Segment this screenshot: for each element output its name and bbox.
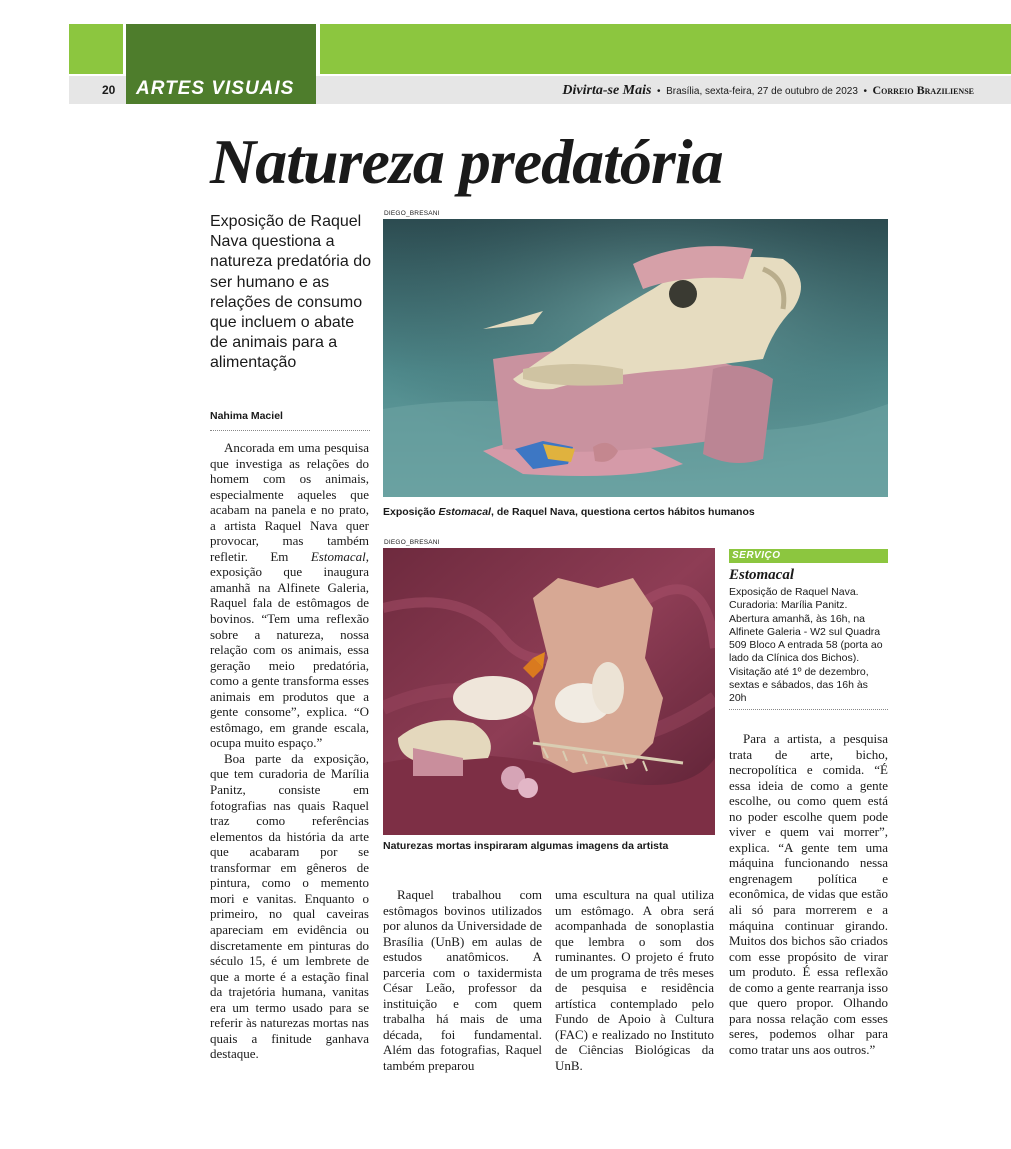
photo-credit-top: DIEGO_BRESANI [384, 210, 440, 217]
brand-name: Correio Braziliense [872, 83, 974, 97]
body-column-1: Ancorada em uma pesquisa que investiga as relações do homem com os animais, especialmente aqueles que acabam na panela e no prato, a artista Raquel Nava quer provocar, mas também refletir. Em Estomacal, exposição que inaugura amanhã na Alfinete Galeria, Raquel fala de estômagos de bovinos. “Tem uma reflexão sobre a natureza, nossa relação com os animais, essa geração meio predatória, como a gente transforma esses animais em produtos que a gente consome”, explica. “O estômago, em grande escala, ocupa muito espaço.” Boa parte da exposição, que tem curadoria de Marília Panitz, consiste em fotografias nas quais Raquel traz como referências elementos da história da arte que acabaram por se transformar em gêneros de pintura, como o memento mori e vanitas. Enquanto o primeiro, no qual caveiras apareciam em evidência ou discretamente em pinturas do século 15, é um lembrete de que a morte é a estação final da trajetória humana, vanitas era um termo usado para se referir às naturezas mortas nas quais a finitude ganhava destaque. [210, 440, 369, 1062]
caption-top: Exposição Estomacal, de Raquel Nava, questiona certos hábitos humanos [383, 506, 755, 518]
bullet: • [860, 86, 870, 97]
body-column-3: uma escultura na qual utiliza um estômago. A obra será acompanhada de sonoplastia que lembra o som dos ruminantes. O projeto é fruto de um programa de três meses de pesquisa e residência artística contemplado pelo Fundo de Apoio à Cultura (FAC) e realizado no Instituto de Ciências Biológicas da UnB. [555, 887, 714, 1074]
header-dateline [480, 75, 974, 107]
servico-label: SERVIÇO [729, 549, 888, 563]
body-column-2: Raquel trabalhou com estômagos bovinos utilizados por alunos da Universidade de Brasília (UnB) em aulas de estudos anatômicos. A parceria com o taxidermista César Leão, professor da instituição e com quem trabalha há mais de uma década, foi fundamental. Além das fotografias, Raquel também preparou [383, 887, 542, 1074]
servico-title: Estomacal [729, 567, 795, 583]
byline: Nahima Maciel [210, 410, 283, 422]
caption-bottom: Naturezas mortas inspiraram algumas imagens da artista [383, 840, 669, 852]
servico-text: Exposição de Raquel Nava. Curadoria: Marília Panitz. Abertura amanhã, às 16h, na Alfinete Galeria - W2 sul Quadra 509 Bloco A entrada 58 (porta ao lado da Clínica dos Bichos). Visitação até 1º de dezembro, sextas e sábados, das 16h às 20h [729, 586, 883, 705]
photo-skull [383, 219, 888, 497]
dateline: Brasília, sexta-feira, 27 de outubro de 2023 [666, 86, 858, 97]
body-column-4: Para a artista, a pesquisa trata de arte, bicho, necropolítica e comida. “É essa ideia de como a gente escolhe, ou como quem está no poder escolhe quem pode viver e quem vai morrer”, explica. “A gente tem uma máquina funcionando nessa engrenagem política e econômica, de vidas que estão ali só para morrerem e a máquina continuar girando. Muitos dos bichos são criados com esse propósito de virar um produto. É essa reflexão de como a gente rearranja isso que quero propor. Olhando para nossa relação com esses seres, podemos olhar para como tratar uns aos outros.” [729, 731, 888, 1057]
bullet: • [654, 86, 664, 97]
supplement-name: Divirta-se Mais [562, 83, 652, 98]
photo-credit-bottom: DIEGO_BRESANI [384, 539, 440, 546]
servico-rule [729, 709, 888, 710]
headline: Natureza predatória [210, 126, 723, 197]
header-green-bar [320, 24, 1011, 74]
header-green-block-left [69, 24, 123, 74]
section-label: ARTES VISUAIS [136, 78, 295, 99]
deck: Exposição de Raquel Nava questiona a natureza predatória do ser humano e as relações de consumo que incluem o abate de animais para a alimentação [210, 213, 371, 372]
page-number: 20 [102, 83, 116, 97]
byline-rule [210, 430, 370, 431]
photo-still-life [383, 548, 715, 835]
